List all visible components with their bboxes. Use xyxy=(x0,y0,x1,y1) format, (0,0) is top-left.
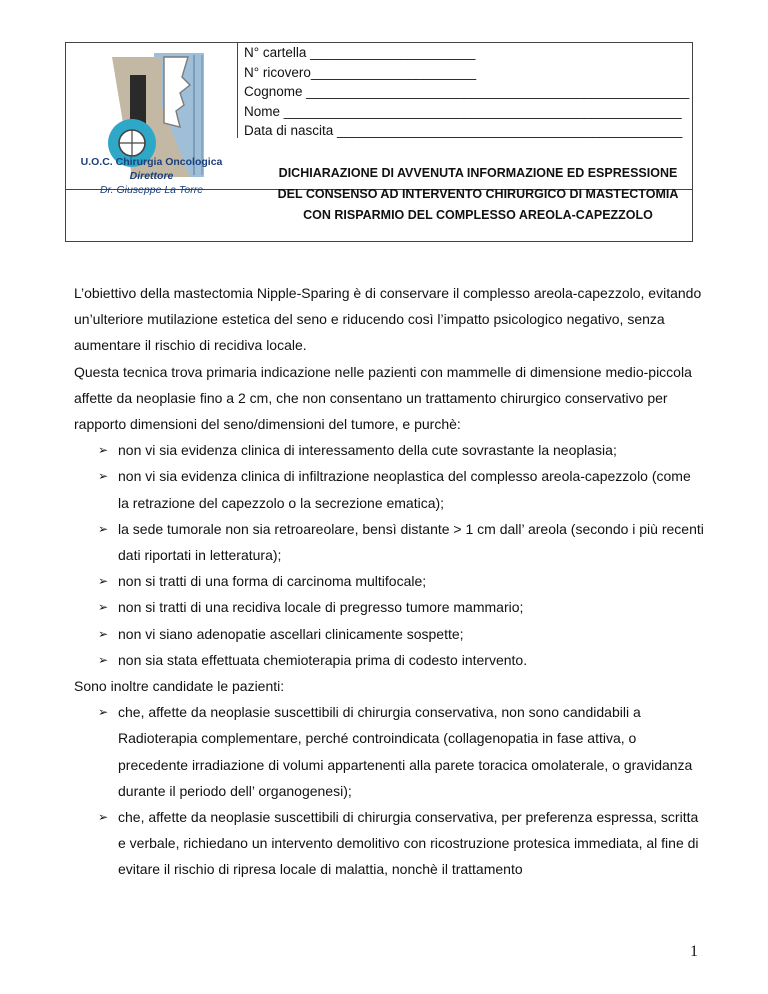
arrow-bullet-icon: ➢ xyxy=(98,574,109,589)
list-item xyxy=(74,699,704,804)
arrow-bullet-icon: ➢ xyxy=(98,705,109,720)
candidates-paragraph: Sono inoltre candidate le pazienti: xyxy=(74,678,285,695)
list-item-text: non vi sia evidenza clinica di infiltrazione neoplastica del complesso areola-capezzolo (come la retrazione del capezzolo o la secrezione ematica); xyxy=(118,468,691,511)
arrow-bullet-icon: ➢ xyxy=(98,652,109,667)
list-item xyxy=(74,594,704,620)
cartella-field[interactable]: N° cartella ______________________ xyxy=(244,45,476,60)
list-item-text: non vi sia evidenza clinica di interessamento della cute sovrastante la neoplasia; xyxy=(118,442,617,459)
page-number: 1 xyxy=(690,943,698,960)
list-item-text: non vi siano adenopatie ascellari clinicamente sospette; xyxy=(118,625,464,642)
intro-paragraph: L’obiettivo della mastectomia Nipple-Sparing è di conservare il complesso areola-capezzolo, evitando un’ulteriore mutilazione estetica del seno e riducendo così l’impatto psicologico negativo, senza aumentare il rischio di recidiva locale. xyxy=(74,285,702,354)
list-item-text: che, affette da neoplasie suscettibili di chirurgia conservativa, non sono candidabili a Radioterapia complementare, perché controindicata (collagenopatia in fase attiva, o precedente irradiazione di volumi appartenenti alla parete toracica omolaterale, o gravidanza durante il periodo dell’ organogenesi); xyxy=(118,704,693,799)
list-item-text: non si tratti di una recidiva locale di pregresso tumore mammario; xyxy=(118,599,524,616)
arrow-bullet-icon: ➢ xyxy=(98,600,109,615)
list-item xyxy=(74,647,704,673)
document-title xyxy=(262,163,694,226)
list-item-text: che, affette da neoplasie suscettibili di chirurgia conservativa, per preferenza espressa, scritta e verbale, richiedano un intervento demolitivo con ricostruzione protesica immediata, al fine di evitare il rischio di ripresa locale di malattia, nonchè il trattamento xyxy=(118,809,699,878)
nome-field[interactable]: Nome _____________________________________________________ xyxy=(244,103,682,119)
list-item-text: non sia stata effettuata chemioterapia prima di codesto intervento. xyxy=(118,651,528,668)
list-item-text: la sede tumorale non sia retroareolare, bensì distante > 1 cm dall’ areola (secondo i più recenti dati riportati in letteratura); xyxy=(118,520,704,564)
list-item xyxy=(74,621,704,647)
arrow-bullet-icon: ➢ xyxy=(98,443,109,458)
list-item xyxy=(74,463,704,515)
document-body xyxy=(74,280,704,883)
header-box xyxy=(65,42,693,242)
data-nascita-field[interactable]: Data di nascita ______________________________________________ xyxy=(244,123,683,138)
header-divider-vertical xyxy=(237,43,238,138)
indication-paragraph: Questa tecnica trova primaria indicazione nelle pazienti con mammelle di dimensione medio-piccola affette da neoplasie fino a 2 cm, che non consentano un trattamento chirurgico conservativo per rapporto dimensioni del seno/dimensioni del tumore, e purchè: xyxy=(74,363,692,433)
department-info xyxy=(66,155,237,197)
list-item xyxy=(74,516,704,568)
list-item xyxy=(74,804,704,883)
arrow-bullet-icon: ➢ xyxy=(98,521,109,536)
director-role: Direttore xyxy=(129,170,174,182)
patient-fields xyxy=(244,43,689,141)
arrow-bullet-icon: ➢ xyxy=(98,810,109,825)
arrow-bullet-icon: ➢ xyxy=(98,469,109,484)
title-line: DEL CONSENSO AD INTERVENTO CHIRURGICO DI MASTECTOMIA xyxy=(277,187,679,201)
arrow-bullet-icon: ➢ xyxy=(98,626,109,641)
list-item xyxy=(74,568,704,594)
list-item xyxy=(74,437,704,463)
department-name: U.O.C. Chirurgia Oncologica xyxy=(80,156,223,168)
ricovero-field[interactable]: N° ricovero______________________ xyxy=(244,64,477,80)
list-item-text: non si tratti di una forma di carcinoma multifocale; xyxy=(118,573,427,590)
director-name: Dr. Giuseppe La Torre xyxy=(99,184,204,196)
title-line: DICHIARAZIONE DI AVVENUTA INFORMAZIONE ED ESPRESSIONE xyxy=(278,166,678,180)
title-line: CON RISPARMIO DEL COMPLESSO AREOLA-CAPEZZOLO xyxy=(303,208,653,222)
cognome-field[interactable]: Cognome ___________________________________________________ xyxy=(244,84,690,99)
